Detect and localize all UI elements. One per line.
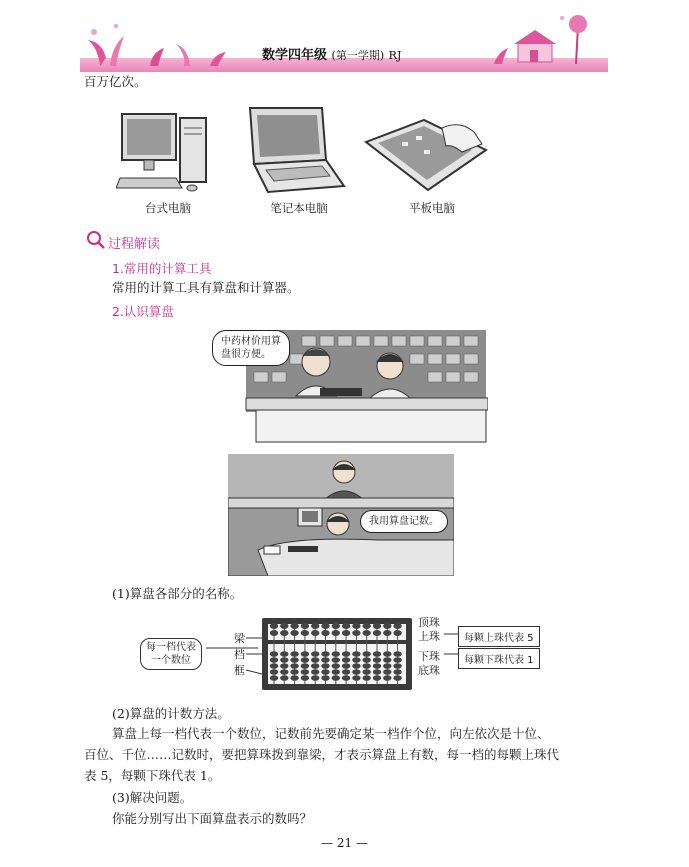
abacus-lower-bead — [342, 651, 350, 657]
abacus-upper-bead — [342, 623, 350, 629]
abacus-upper-bead — [383, 630, 391, 636]
abacus-lower-bead — [321, 669, 329, 675]
scene1-speech-line2: 盘很方便。 — [221, 349, 271, 360]
abacus-lower-bead — [311, 651, 319, 657]
abacus-lower-bead — [383, 657, 391, 663]
abacus-lower-bead — [342, 657, 350, 663]
abacus-lower-bead — [373, 675, 381, 681]
abacus-lower-bead — [301, 669, 309, 675]
abacus-lower-bead — [280, 675, 288, 681]
abacus-lower-bead — [363, 675, 371, 681]
abacus-lower-bead — [270, 669, 278, 675]
page-number: — 21 — — [321, 836, 368, 850]
abacus-upper-bead-label: 上珠 — [418, 630, 440, 643]
abacus-rod-label: 档 — [234, 648, 245, 661]
abacus-lower-bead — [352, 663, 360, 669]
abacus-lower-bead — [342, 669, 350, 675]
abacus-upper-bead — [270, 630, 278, 636]
abacus-lower-bead — [363, 651, 371, 657]
abacus-upper-bead — [311, 623, 319, 629]
abacus-upper-bead — [352, 630, 360, 636]
abacus-lower-bead — [290, 651, 298, 657]
abacus-lower-bead — [352, 669, 360, 675]
abacus-lower-bead — [363, 657, 371, 663]
abacus-upper-bead — [363, 630, 371, 636]
tablet-caption: 平板电脑 — [409, 201, 455, 215]
abacus-lower-bead — [321, 657, 329, 663]
abacus-upper-bead — [270, 623, 278, 629]
abacus-lower-bead — [363, 669, 371, 675]
abacus-upper-bead — [373, 630, 381, 636]
abacus-lower-bead — [290, 663, 298, 669]
desktop-computer-icon — [116, 108, 214, 194]
abacus-lower-bead — [270, 675, 278, 681]
part2-line1: 算盘上每一档代表一个数位，记数前先要确定某一档作个位，向左依次是十位、 — [112, 726, 550, 741]
tablet-icon — [362, 114, 490, 196]
abacus-lower-bead — [332, 663, 340, 669]
header-decoration-right-icon — [488, 12, 608, 68]
abacus-lower-bead — [301, 675, 309, 681]
abacus-lower-bead — [332, 651, 340, 657]
abacus-part1-label: (1)算盘各部分的名称。 — [112, 586, 243, 601]
topic1-text: 常用的计算工具有算盘和计算器。 — [112, 280, 300, 295]
abacus-upper-bead — [321, 623, 329, 629]
abacus-lower-bead — [373, 657, 381, 663]
abacus-upper-bead — [342, 630, 350, 636]
abacus-upper-bead — [290, 630, 298, 636]
abacus-lower-bead — [280, 651, 288, 657]
scene1-speech-bubble — [212, 330, 290, 366]
laptop-caption: 笔记本电脑 — [270, 201, 328, 215]
magnifier-icon — [86, 230, 106, 250]
abacus-illustration — [200, 612, 416, 692]
section-heading: 过程解读 — [108, 237, 161, 252]
abacus-lower-bead — [373, 663, 381, 669]
abacus-bottom-bead-label: 底珠 — [418, 664, 440, 677]
laptop-icon — [240, 104, 346, 194]
abacus-lower-bead — [332, 669, 340, 675]
abacus-lower-bead — [332, 675, 340, 681]
part2-label: (2)算盘的计数方法。 — [112, 706, 230, 721]
part3-label: (3)解决问题。 — [112, 790, 193, 805]
abacus-lower-bead — [393, 669, 401, 675]
scene2-speech-bubble: 我用算盘记数。 — [360, 510, 448, 533]
abacus-lower-bead — [352, 675, 360, 681]
abacus-upper-note: 每颗上珠代表 5 — [458, 626, 540, 647]
abacus-upper-bead — [290, 623, 298, 629]
abacus-lower-bead — [311, 669, 319, 675]
abacus-lower-bead — [290, 675, 298, 681]
abacus-lower-bead — [301, 657, 309, 663]
abacus-left-note — [140, 638, 202, 670]
abacus-lower-bead — [342, 675, 350, 681]
abacus-lower-bead — [342, 663, 350, 669]
abacus-lower-bead — [352, 657, 360, 663]
abacus-lower-bead — [290, 657, 298, 663]
part2-line2: 百位、千位……记数时，要把算珠拨到靠梁，才表示算盘上有数，每一档的每颗上珠代 — [84, 747, 560, 762]
abacus-upper-bead — [321, 630, 329, 636]
abacus-upper-bead — [363, 623, 371, 629]
abacus-lower-bead — [280, 663, 288, 669]
abacus-lower-bead — [383, 675, 391, 681]
abacus-lower-bead — [311, 675, 319, 681]
header-edition: RJ — [388, 49, 402, 62]
abacus-upper-bead — [280, 630, 288, 636]
abacus-upper-bead — [373, 623, 381, 629]
abacus-beam-label: 梁 — [234, 632, 245, 645]
abacus-lower-bead — [280, 657, 288, 663]
abacus-lower-bead-label: 下珠 — [418, 650, 440, 663]
abacus-lower-bead — [393, 675, 401, 681]
abacus-lower-note: 每颗下珠代表 1 — [458, 648, 540, 669]
abacus-lower-bead — [290, 669, 298, 675]
abacus-lower-bead — [373, 669, 381, 675]
part2-line3: 表 5，每颗下珠代表 1。 — [84, 768, 221, 783]
abacus-lower-bead — [373, 651, 381, 657]
abacus-lower-bead — [301, 663, 309, 669]
abacus-lower-bead — [301, 651, 309, 657]
abacus-upper-bead — [280, 623, 288, 629]
abacus-left-note-line2: 一个数位 — [151, 655, 191, 666]
abacus-lower-bead — [270, 657, 278, 663]
abacus-lower-bead — [311, 657, 319, 663]
abacus-lower-bead — [280, 669, 288, 675]
topic1-heading: 1.常用的计算工具 — [112, 261, 212, 276]
abacus-upper-bead — [393, 623, 401, 629]
topic2-heading: 2.认识算盘 — [112, 304, 174, 319]
abacus-frame-label: 框 — [234, 664, 245, 677]
intro-text: 百万亿次。 — [84, 74, 147, 89]
abacus-lower-bead — [383, 669, 391, 675]
abacus-upper-bead — [393, 630, 401, 636]
part3-question: 你能分别写出下面算盘表示的数吗？ — [112, 811, 313, 826]
abacus-upper-bead — [311, 630, 319, 636]
header-subtitle: (第一学期) — [331, 49, 385, 62]
header-title — [262, 44, 401, 63]
abacus-lower-bead — [393, 657, 401, 663]
abacus-lower-bead — [321, 663, 329, 669]
header-main-title: 数学四年级 — [262, 48, 328, 63]
abacus-lower-bead — [363, 663, 371, 669]
header-decoration-left-icon — [80, 18, 250, 68]
abacus-upper-bead — [332, 630, 340, 636]
scene1-speech-line1: 中药材价用算 — [221, 336, 281, 347]
abacus-upper-bead — [332, 623, 340, 629]
abacus-lower-bead — [270, 651, 278, 657]
abacus-lower-bead — [383, 651, 391, 657]
abacus-lower-bead — [393, 651, 401, 657]
abacus-lower-bead — [311, 663, 319, 669]
abacus-upper-bead — [301, 623, 309, 629]
abacus-upper-bead — [352, 623, 360, 629]
abacus-lower-bead — [270, 663, 278, 669]
abacus-lower-bead — [321, 675, 329, 681]
abacus-lower-bead — [321, 651, 329, 657]
abacus-upper-bead — [383, 623, 391, 629]
abacus-left-note-line1: 每一档代表 — [146, 642, 196, 653]
abacus-lower-bead — [352, 651, 360, 657]
abacus-lower-bead — [393, 663, 401, 669]
abacus-lower-bead — [332, 657, 340, 663]
desktop-caption: 台式电脑 — [145, 201, 191, 215]
abacus-top-bead-label: 顶珠 — [418, 616, 440, 629]
abacus-lower-bead — [383, 663, 391, 669]
abacus-upper-bead — [301, 630, 309, 636]
